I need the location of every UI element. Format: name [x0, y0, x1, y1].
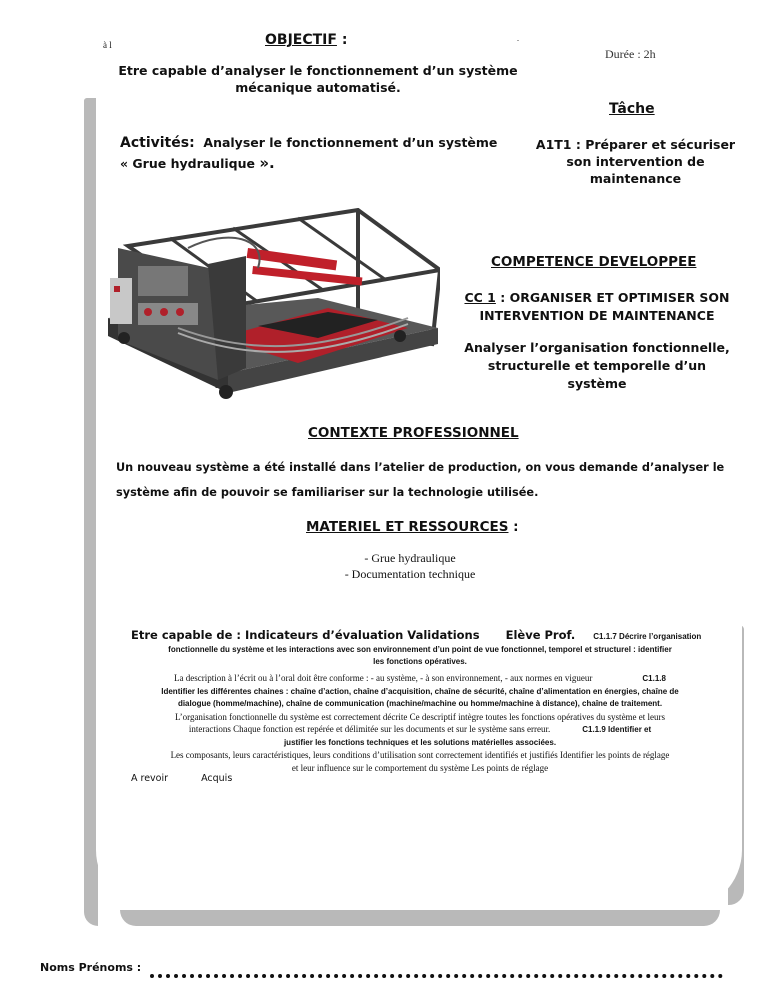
tache-line: son intervention de [566, 154, 705, 169]
table-line: C1.1.9 Identifier et [582, 725, 652, 734]
competence-line: INTERVENTION DE MAINTENANCE [479, 308, 715, 323]
hydraulic-crane-image [108, 208, 440, 402]
activites-label: Activités: [120, 135, 195, 151]
objectif-title: OBJECTIF [265, 32, 337, 48]
table-line: C1.1.8 [642, 674, 666, 683]
table-line: les fonctions opératives. [373, 657, 467, 666]
activites-text: « Grue hydraulique [120, 156, 260, 171]
frame-shadow-bottom [120, 910, 720, 926]
table-row-2 [100, 670, 740, 723]
table-line: dialogue (homme/machine), chaîne de communication (machine/machine ou homme/machine à distance), chaîne de traitement. [177, 699, 663, 708]
table-row-3 [100, 720, 740, 775]
competence-line: structurelle et temporelle d’un système [487, 358, 707, 391]
tiny-dot: . [517, 34, 519, 43]
competence-code: CC 1 [464, 290, 496, 305]
table-line: Identifier les différentes chaines : chaîne d’action, chaîne d’acquisition, chaîne de sécurité, chaîne d’alimentation en énergies, chaîne de [161, 686, 679, 696]
materiel-title: MATERIEL ET RESSOURCES [306, 519, 509, 535]
table-line: L’organisation fonctionnelle du système est correctement décrite Ce descriptif intègre toutes les fonctions opératives du système et leurs [174, 711, 666, 722]
activites-block [120, 133, 497, 174]
table-row-1 [100, 644, 740, 668]
contexte-line: système afin de pouvoir se familiariser sur la technologie utilisée. [116, 486, 539, 499]
objectif-colon: : [336, 32, 348, 48]
materiel-colon: : [508, 519, 519, 535]
objectif-text-line: mécanique automatisé. [235, 80, 401, 95]
table-header [131, 628, 701, 642]
a-revoir-label: A revoir [131, 773, 169, 784]
contexte-title: CONTEXTE PROFESSIONNEL [308, 425, 519, 441]
noms-prenoms-label: Noms Prénoms : [40, 961, 142, 974]
activites-text: Analyser le fonctionnement d’un système [203, 135, 498, 150]
activites-text: ». [259, 154, 275, 172]
table-line: Les composants, leurs caractéristiques, leurs conditions d’utilisation sont correctement identifiés et justifiés Identifier les points de réglage [170, 750, 670, 760]
corner-mark: à l [103, 40, 112, 50]
table-line: justifier les fonctions techniques et les solutions matérielles associées. [283, 738, 557, 747]
competence-line: Analyser l’organisation fonctionnelle, [464, 340, 730, 355]
materiel-list [300, 550, 520, 582]
objectif-text-line: Etre capable d’analyser le fonctionnement d’un système [118, 63, 518, 78]
tache-line: maintenance [589, 171, 682, 186]
noms-prenoms-field[interactable] [150, 960, 723, 978]
objectif-text [118, 62, 518, 96]
acquis-label: Acquis [201, 773, 233, 784]
table-line: interactions Chaque fonction est repérée et délimitée sur les documents et sur le système sans erreur. [188, 724, 551, 734]
contexte-line: Un nouveau système a été installé dans l’atelier de production, on vous demande d’analyser le [116, 461, 725, 474]
contexte-text [116, 455, 736, 505]
competence-title: COMPETENCE DEVELOPPEE [491, 254, 697, 270]
competence-block [462, 289, 732, 393]
table-head-c: C1.1.7 Décrire l’organisation [593, 632, 702, 641]
materiel-item: - Documentation technique [344, 567, 476, 581]
tache-line: A1T1 : Préparer et sécuriser [535, 137, 736, 152]
competence-code-rest: : ORGANISER ET OPTIMISER SON [495, 290, 730, 305]
tache-text [528, 136, 743, 187]
table-line: et leur influence sur le comportement du système Les points de réglage [291, 763, 549, 773]
materiel-item: - Grue hydraulique [364, 551, 456, 565]
duree: Durée : 2h [605, 47, 656, 61]
table-head-a: Etre capable de : Indicateurs d’évaluation Validations [131, 628, 480, 642]
table-line: fonctionnelle du système et les interactions avec son environnement d’un point de vue fonctionnel, temporel et structurel : identifier [168, 645, 672, 654]
table-line: La description à l’écrit ou à l’oral doit être conforme : - au système, - à son environnement, - aux normes en vigueur [174, 673, 593, 683]
objectif-heading [265, 32, 347, 48]
tache-title: Tâche [609, 101, 655, 117]
validation-labels [131, 773, 232, 784]
table-head-b: Elève Prof. [505, 628, 576, 642]
materiel-heading [306, 519, 519, 535]
